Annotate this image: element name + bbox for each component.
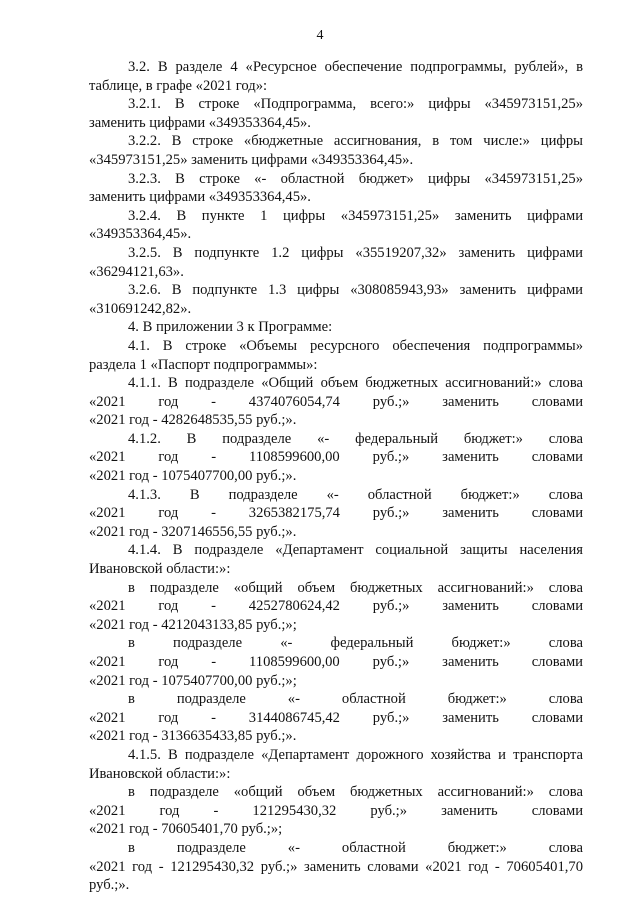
text-line: «310691242,82». [89,300,192,317]
text-line: «2021 год - 1108599600,00 руб.;» заменить словами [89,449,583,466]
text-line: 4. В приложении 3 к Программе: [128,319,333,336]
text-line: «2021 год - 4282648535,55 руб.;». [89,412,297,429]
text-line: 3.2. В разделе 4 «Ресурсное обеспечение подпрограммы, рублей», в [128,59,583,75]
text-line: «2021 год - 1108599600,00 руб.;» заменить словами [89,654,583,670]
text-line: «36294121,63». [89,263,184,280]
text-line: 3.2.3. В строке «- областной бюджет» цифры «345973151,25» [128,170,583,187]
text-line: 4.1.3. В подразделе «- областной бюджет:» слова [128,486,583,503]
text-line: «2021 год - 3265382175,74 руб.;» заменить словами [89,505,583,522]
text-line: «2021 год - 70605401,70 руб.;»; [89,821,283,838]
text-line: «345973151,25» заменить цифрами «349353364,45». [89,151,414,168]
text-line: 4.1.2. В подразделе «- федеральный бюджет:» слова [128,430,583,447]
text-line: «2021 год - 121295430,32 руб.;» заменить словами [89,802,583,819]
text-line: в подразделе «- федеральный бюджет:» слова [128,635,583,652]
text-line: раздела 1 «Паспорт подпрограммы»: [89,356,318,373]
text-line: «2021 год - 1075407700,00 руб.;»; [89,672,297,689]
text-line: в подразделе «- областной бюджет:» слова [128,691,583,708]
text-line: заменить цифрами «349353364,45». [89,189,311,206]
page-number: 4 [316,28,324,43]
text-line: 4.1.1. В подразделе «Общий объем бюджетных ассигнований:» слова [128,375,583,392]
text-line: «349353364,45». [89,226,192,243]
text-line: «2021 год - 3144086745,42 руб.;» заменить словами [89,709,583,726]
text-line: 3.2.1. В строке «Подпрограмма, всего:» цифры «345973151,25» [128,96,583,113]
text-line: 4.1. В строке «Объемы ресурсного обеспечения подпрограммы» [128,337,583,354]
text-line: заменить цифрами «349353364,45». [89,114,311,131]
text-line: «2021 год - 4374076054,74 руб.;» заменить словами [89,393,583,410]
text-line: «2021 год - 1075407700,00 руб.;». [89,468,297,485]
text-line: в подразделе «- областной бюджет:» слова [128,839,583,856]
text-line: 4.1.4. В подразделе «Департамент социальной защиты населения [128,542,583,559]
text-line: в подразделе «общий объем бюджетных ассигнований:» слова [128,579,583,596]
text-line: Ивановской области:»: [89,561,231,578]
document-body [89,58,583,895]
text-line: «2021 год - 4252780624,42 руб.;» заменить словами [89,598,583,615]
text-line: 4.1.5. В подразделе «Департамент дорожного хозяйства и транспорта [128,746,583,763]
text-line: 3.2.2. В строке «бюджетные ассигнования, в том числе:» цифры [128,133,583,150]
text-line: Ивановской области:»: [89,765,231,782]
text-line: в подразделе «общий объем бюджетных ассигнований:» слова [128,784,583,801]
text-line: «2021 год - 4212043133,85 руб.;»; [89,616,297,633]
text-line: «2021 год - 121295430,32 руб.;» заменить словами «2021 год - 70605401,70 [89,858,583,875]
text-line: 3.2.6. В подпункте 1.3 цифры «308085943,93» заменить цифрами [128,282,583,299]
text-line: «2021 год - 3207146556,55 руб.;». [89,523,297,540]
text-line: руб.;». [89,877,130,894]
text-line: 3.2.4. В пункте 1 цифры «345973151,25» заменить цифрами [128,207,583,224]
text-line: «2021 год - 3136635433,85 руб.;». [89,728,297,745]
text-line: таблице, в графе «2021 год»: [89,77,268,94]
text-line: 3.2.5. В подпункте 1.2 цифры «35519207,32» заменить цифрами [128,244,583,261]
